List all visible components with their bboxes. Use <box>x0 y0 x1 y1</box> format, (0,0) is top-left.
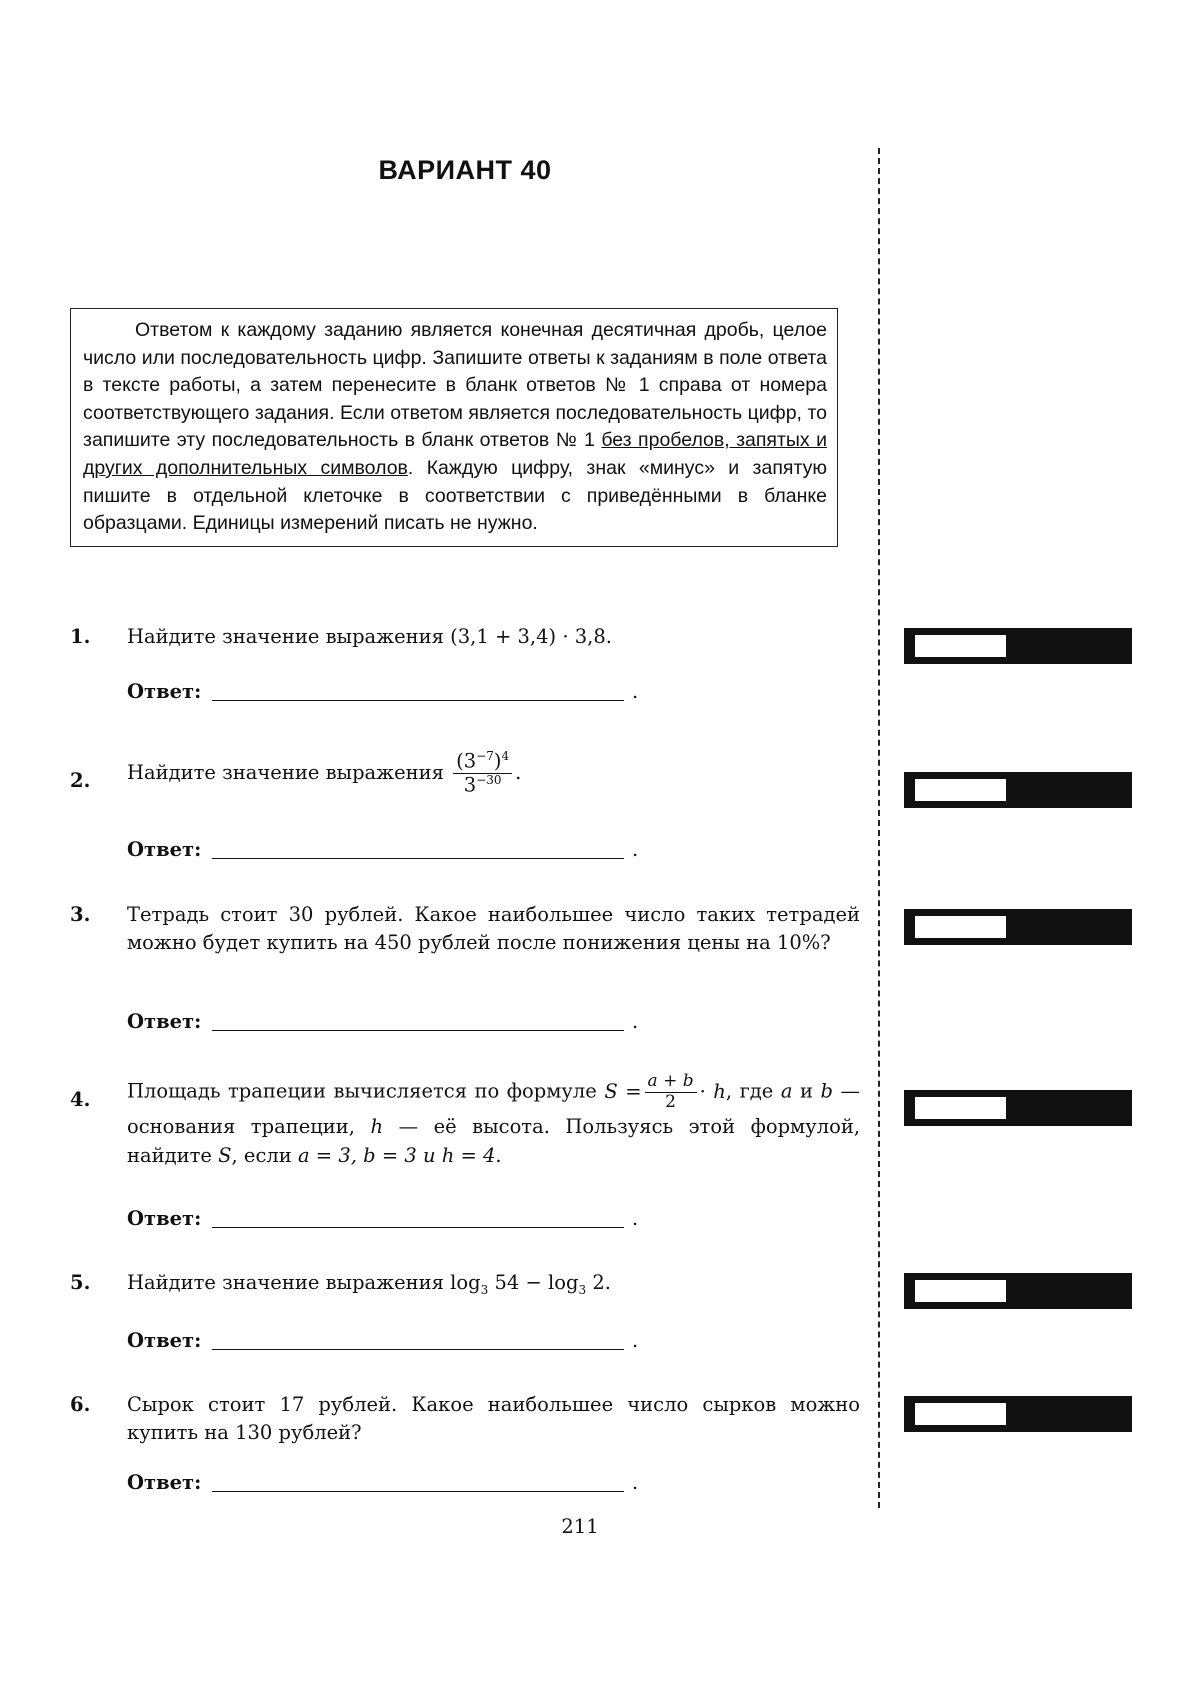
task-formula: S = $\frac{a + b}{2}$ · h <box>604 1071 726 1112</box>
instructions-text-end: . Каждую цифру, знак «минус» и запятую пишите в отдельной клеточке в соответствии с приведёнными в бланке образцами. Единицы измерений писать не нужно. <box>83 456 827 535</box>
answer-label: Ответ: <box>127 1010 202 1033</box>
task-number: 6. <box>70 1393 91 1416</box>
task-text: Найдите значение выражения <box>127 625 444 648</box>
answer-field-3[interactable]: Ответ: . <box>127 1010 639 1033</box>
answer-label: Ответ: <box>127 838 202 861</box>
answer-field-4[interactable]: Ответ: . <box>127 1207 639 1230</box>
answer-line[interactable] <box>212 700 624 701</box>
answer-field-1[interactable]: Ответ: . <box>127 680 639 703</box>
page-number: 211 <box>561 1515 599 1538</box>
answer-field-6[interactable]: Ответ: . <box>127 1471 639 1494</box>
variant-title: ВАРИАНТ 40 <box>378 155 552 185</box>
task-text: Площадь трапеции вычисляется по формуле <box>127 1079 597 1103</box>
task-number: 5. <box>70 1271 91 1294</box>
exam-page: ВАРИАНТ 40 Ответом к каждому заданию является конечная десятичная дробь, целое число или последовательность цифр. Запишите ответы к заданиям в поле ответа в тексте работы, а затем перенесите в бланк ответов № 1 справа от номера соответствующего задания. Если ответом является последовательность цифр, то запишите эту последовательность в бланк ответов № 1 без пробелов, запятых и других дополнительных символов. Каждую цифру, знак «минус» и запятую пишите в отдельной клеточке в соответствии с приведёнными в бланке образцами. Единицы измерений писать не нужно. 1. Найдите значение выражения (3,1 + 3,4) · 3,8. Ответ: . 2. Найдите значение выражения $\frac{(3^{-7})^4}{3^{-30}}$ . Ответ: . 3. Тетрадь стоит 30 рублей. Какое наибольшее число таких тетрадей можно будет купить на 450 рублей после понижения цены на 10%? Ответ: . 4. Площадь трапеции вычисляется по формуле S = $\frac{a + b}{2}$ · h, где a и b — основания трапеции, h — её высота. Пользуясь этой формулой, найдите S, если a = 3, b = 3 и h = 4. Ответ: . 5. Найдите значение выражения $\log_3 54 - \log_3 2$. Ответ: . 6. Сырок стоит 17 рублей. Какое наибольшее число сырков можно купить на 130 рублей? Ответ: . 211 <box>0 0 1204 1706</box>
task-expression: $\log_3 54 - \log_3 2$ <box>450 1271 605 1297</box>
answer-tab <box>904 772 1132 808</box>
answer-line[interactable] <box>212 1349 624 1350</box>
task-text: Найдите значение выражения <box>127 760 444 784</box>
answer-line[interactable] <box>212 1030 624 1031</box>
task-number: 1. <box>70 625 91 648</box>
answer-tab <box>904 1396 1132 1432</box>
task-number: 4. <box>70 1088 91 1111</box>
answer-line[interactable] <box>212 1491 624 1492</box>
instructions-underlined: без пробелов, запятых и других дополнительных символов <box>83 429 827 479</box>
task-condition: a = 3, b = 3 и h = 4 <box>297 1144 496 1168</box>
task-text: Сырок стоит 17 рублей. Какое наибольшее число сырков можно купить на 130 рублей? <box>127 1393 860 1444</box>
instructions-box <box>70 308 838 547</box>
task-number: 2. <box>70 769 91 792</box>
answer-line[interactable] <box>212 858 624 859</box>
task-number: 3. <box>70 903 91 926</box>
answer-label: Ответ: <box>127 680 202 703</box>
task-fraction: $\frac{(3^{-7})^4}{3^{-30}}$ <box>453 750 512 797</box>
answer-tab <box>904 1090 1132 1126</box>
answer-field-5[interactable]: Ответ: . <box>127 1329 639 1352</box>
task-text: Найдите значение выражения <box>127 1271 444 1294</box>
answer-tab <box>904 628 1132 664</box>
instructions-text: Ответом к каждому заданию является конечная десятичная дробь, целое число или последовательность цифр. Запишите ответы к заданиям в поле ответа в тексте работы, а затем перенесите в бланк ответов № 1 справа от номера соответствующего задания. Если ответом является последовательность цифр, то запишите эту последовательность в бланк ответов № 1 <box>83 319 827 452</box>
answer-line[interactable] <box>212 1227 624 1228</box>
answer-label: Ответ: <box>127 1329 202 1352</box>
task-text: Тетрадь стоит 30 рублей. Какое наибольшее число таких тетрадей можно будет купить на 450 рублей после понижения цены на 10%? <box>127 903 860 954</box>
answer-tab <box>904 1273 1132 1309</box>
answer-label: Ответ: <box>127 1471 202 1494</box>
answer-label: Ответ: <box>127 1207 202 1230</box>
answer-field-2[interactable]: Ответ: . <box>127 838 639 861</box>
answer-tab <box>904 909 1132 945</box>
cut-line <box>878 148 880 1508</box>
task-expression: (3,1 + 3,4) · 3,8 <box>450 625 606 648</box>
